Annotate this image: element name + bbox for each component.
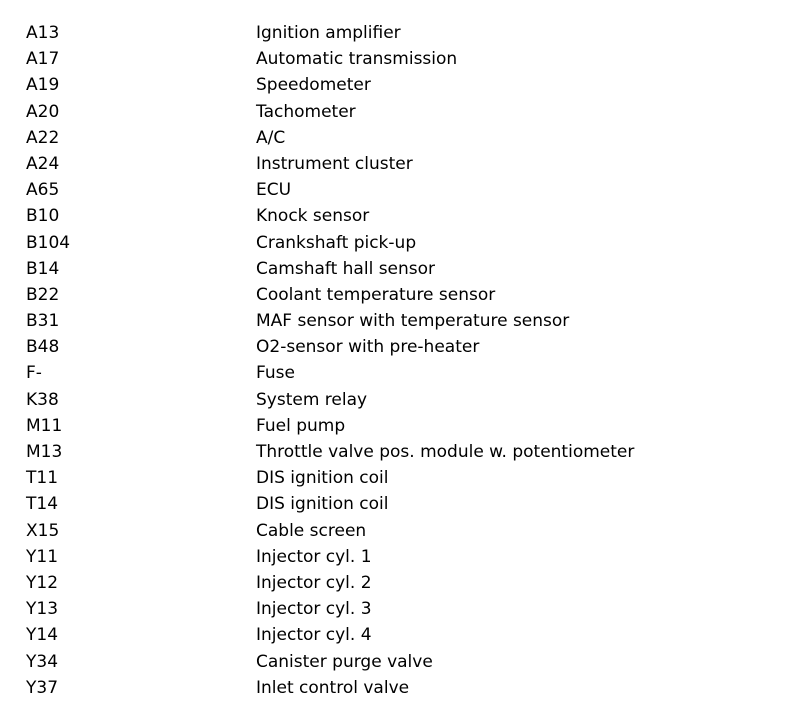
legend-row: [0, 203, 800, 229]
legend-row: [0, 72, 800, 98]
component-code: Y12: [26, 572, 59, 593]
component-description: System relay: [256, 389, 368, 410]
component-description: Canister purge valve: [256, 651, 433, 672]
component-code: M13: [26, 442, 63, 462]
component-description: Instrument cluster: [256, 153, 413, 174]
component-description: Camshaft hall sensor: [256, 258, 436, 279]
component-code: T14: [26, 494, 59, 515]
component-code: A13: [26, 23, 60, 43]
legend-row: [0, 230, 800, 256]
component-code: A24: [26, 153, 60, 174]
component-code: K38: [26, 389, 59, 410]
legend-row: [0, 596, 800, 622]
legend-row: [0, 360, 800, 386]
legend-row: [0, 518, 800, 544]
legend-row: [0, 544, 800, 570]
component-code: A20: [26, 101, 60, 122]
component-code: B22: [26, 284, 60, 305]
component-description: Knock sensor: [256, 206, 370, 227]
legend-row: [0, 256, 800, 282]
component-description: DIS ignition coil: [256, 468, 389, 489]
legend-row: [0, 282, 800, 308]
component-description: Throttle valve pos. module w. potentiometer: [256, 442, 635, 462]
component-description: O2-sensor with pre-heater: [256, 337, 480, 358]
legend-row: [0, 308, 800, 334]
component-description: Inlet control valve: [256, 677, 410, 698]
component-description: Injector cyl. 2: [256, 572, 372, 593]
component-code: B14: [26, 258, 60, 279]
component-code: A65: [26, 180, 60, 201]
component-description: Crankshaft pick-up: [256, 232, 417, 253]
component-code: A17: [26, 49, 60, 70]
component-code: Y13: [26, 599, 59, 620]
component-description: Coolant temperature sensor: [256, 284, 496, 305]
legend-row: [0, 491, 800, 517]
component-code: Y34: [26, 651, 59, 672]
component-description: ECU: [256, 180, 292, 201]
component-description: Speedometer: [256, 75, 371, 96]
legend-row: [0, 20, 800, 46]
component-code: X15: [26, 520, 60, 541]
component-description: Fuel pump: [256, 415, 346, 436]
component-code: B104: [26, 232, 71, 253]
component-code: Y37: [26, 677, 59, 698]
component-code: A19: [26, 75, 60, 96]
component-description: Tachometer: [256, 101, 356, 122]
component-description: Ignition amplifier: [256, 23, 401, 43]
legend-row: [0, 151, 800, 177]
legend-row: [0, 465, 800, 491]
component-description: DIS ignition coil: [256, 494, 389, 515]
component-description: Fuse: [256, 363, 295, 384]
component-description: Injector cyl. 4: [256, 625, 372, 646]
component-code: A22: [26, 127, 60, 148]
component-code: B48: [26, 337, 60, 358]
component-description: Injector cyl. 3: [256, 599, 372, 620]
component-code: Y11: [26, 546, 59, 567]
legend-row: [0, 387, 800, 413]
legend-row: [0, 413, 800, 439]
component-code: Y14: [26, 625, 59, 646]
legend-row: [0, 439, 800, 465]
legend-row: [0, 99, 800, 125]
legend-row: [0, 177, 800, 203]
component-code: T11: [26, 468, 59, 489]
component-code: M11: [26, 415, 63, 436]
legend-row: [0, 649, 800, 675]
legend-row: [0, 46, 800, 72]
legend-row: [0, 125, 800, 151]
legend-row: [0, 675, 800, 701]
component-code: F-: [26, 363, 42, 384]
legend-row: [0, 570, 800, 596]
component-code: B31: [26, 311, 60, 332]
component-description: MAF sensor with temperature sensor: [256, 311, 570, 332]
legend-row: [0, 334, 800, 360]
component-description: Cable screen: [256, 520, 367, 541]
legend-row: [0, 622, 800, 648]
component-code: B10: [26, 206, 60, 227]
component-description: Injector cyl. 1: [256, 546, 372, 567]
component-description: A/C: [256, 127, 286, 148]
component-description: Automatic transmission: [256, 49, 458, 70]
